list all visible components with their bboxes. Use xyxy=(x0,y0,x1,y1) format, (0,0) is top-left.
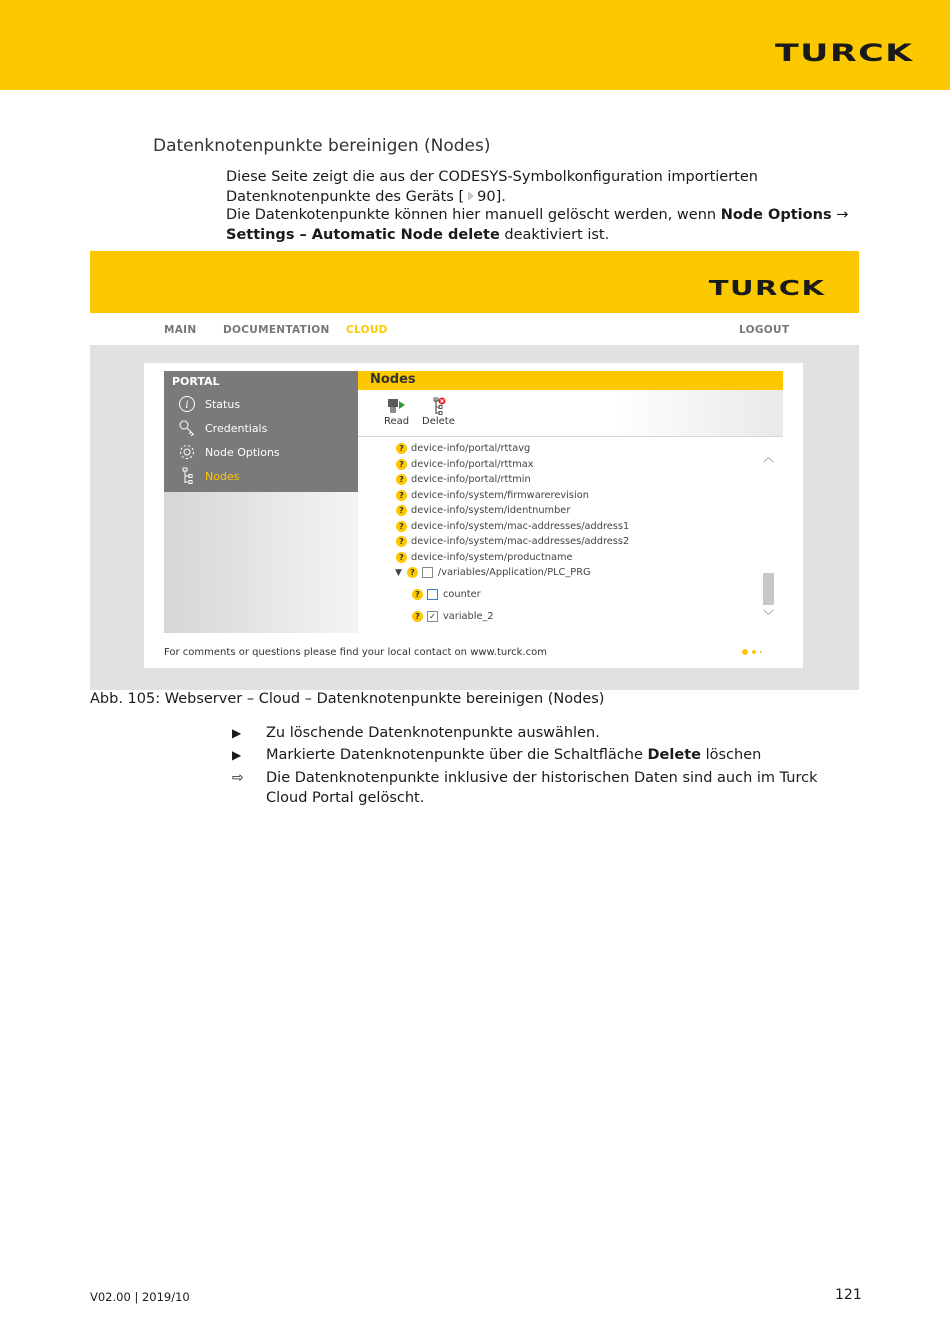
question-icon: ? xyxy=(396,552,407,563)
loading-dots xyxy=(742,649,762,655)
question-icon: ? xyxy=(396,443,407,454)
question-icon: ? xyxy=(396,521,407,532)
section-heading: Datenknotenpunkte bereinigen (Nodes) xyxy=(153,136,491,156)
nav-logout[interactable]: LOGOUT xyxy=(739,324,790,336)
sidebar-item-label: Credentials xyxy=(205,421,268,435)
tree-folder-node[interactable] xyxy=(395,567,591,578)
intro-line2-post: deaktiviert ist. xyxy=(499,226,610,243)
tree-child-node[interactable] xyxy=(412,589,481,600)
webserver-screenshot xyxy=(90,251,859,690)
step-text: Zu löschende Datenknotenpunkte auswählen. xyxy=(266,725,600,741)
dot xyxy=(742,649,748,655)
collapse-triangle-icon[interactable]: ▼ xyxy=(395,567,402,578)
sidebar-item-nodes[interactable] xyxy=(178,466,239,486)
sidebar-item-label: Status xyxy=(205,397,241,411)
nodes-panel xyxy=(358,371,783,633)
contact-note: For comments or questions please find your local contact on www.turck.com xyxy=(164,647,547,658)
delete-icon xyxy=(422,396,454,416)
page-reference-icon xyxy=(468,191,474,201)
node-label: device-info/system/mac-addresses/address2 xyxy=(411,536,630,547)
instruction-step-2 xyxy=(232,746,862,766)
node-label: device-info/portal/rttavg xyxy=(411,443,531,454)
tree-scrollbar[interactable] xyxy=(763,441,775,627)
result-arrow-icon: ⇨ xyxy=(232,770,244,786)
question-icon: ? xyxy=(407,567,418,578)
node-label: device-info/portal/rttmin xyxy=(411,474,531,485)
figure-caption: Abb. 105: Webserver – Cloud – Datenknotenpunkte bereinigen (Nodes) xyxy=(90,691,605,707)
sidebar-item-node-options[interactable] xyxy=(178,442,280,462)
info-icon xyxy=(178,395,196,413)
question-icon: ? xyxy=(396,536,407,547)
tree-icon xyxy=(178,467,196,485)
tree-node[interactable] xyxy=(396,505,570,516)
nodes-toolbar xyxy=(358,390,783,437)
scroll-thumb[interactable] xyxy=(763,573,774,605)
delete-button[interactable] xyxy=(422,396,454,427)
step-bullet-icon: ▶ xyxy=(232,726,242,740)
instruction-result xyxy=(232,769,862,808)
question-icon: ? xyxy=(396,459,407,470)
tree-node[interactable] xyxy=(396,521,629,532)
counter-checkbox[interactable] xyxy=(427,589,438,600)
tree-node[interactable] xyxy=(396,536,629,547)
node-label: device-info/portal/rttmax xyxy=(411,458,534,470)
node-label: /variables/Application/PLC_PRG xyxy=(437,567,591,578)
node-tree xyxy=(358,437,783,633)
question-icon: ? xyxy=(412,589,423,600)
read-label: Read xyxy=(384,416,410,427)
step-bullet-icon: ▶ xyxy=(232,748,242,762)
step2-delete: Delete xyxy=(647,747,701,763)
tree-node[interactable] xyxy=(396,459,534,470)
question-icon: ? xyxy=(412,611,423,622)
content-card xyxy=(144,363,803,668)
node-label: device-info/system/mac-addresses/address1 xyxy=(411,520,630,532)
intro-line1-end: ]. xyxy=(495,188,506,205)
sidebar-menu xyxy=(164,371,358,492)
read-button[interactable] xyxy=(384,396,408,427)
arrow-right-icon: → xyxy=(836,207,849,223)
delete-label: Delete xyxy=(422,416,455,427)
sidebar-title: PORTAL xyxy=(172,375,220,388)
top-navigation xyxy=(90,313,859,345)
tree-node[interactable] xyxy=(396,474,531,485)
sidebar-item-status[interactable] xyxy=(178,394,240,414)
scroll-up-icon[interactable]: ︿ xyxy=(763,451,774,464)
key-icon xyxy=(178,419,196,437)
screenshot-turck-logo: TURCK xyxy=(708,276,825,300)
dot xyxy=(760,651,762,653)
tree-node[interactable] xyxy=(396,552,573,563)
portal-sidebar xyxy=(164,371,358,633)
step-text xyxy=(266,746,862,766)
scroll-down-icon[interactable]: ﹀ xyxy=(763,609,774,622)
step2-pre: Markierte Datenknotenpunkte über die Schaltfläche xyxy=(266,747,648,763)
page-number: 121 xyxy=(835,1287,862,1303)
node-label: device-info/system/firmwarerevision xyxy=(411,489,589,501)
node-label: device-info/system/productname xyxy=(411,551,573,563)
node-label: device-info/system/identnumber xyxy=(411,505,571,516)
sidebar-item-label: Nodes xyxy=(205,469,240,483)
step2-post: löschen xyxy=(700,747,762,763)
intro-paragraph-1 xyxy=(226,168,862,207)
tree-node[interactable] xyxy=(396,443,530,454)
panel-header xyxy=(358,371,783,390)
node-label: counter xyxy=(443,589,481,600)
read-icon xyxy=(384,396,408,416)
intro-paragraph-2 xyxy=(226,206,862,245)
folder-checkbox[interactable] xyxy=(422,567,433,578)
dot xyxy=(752,650,756,654)
sidebar-item-credentials[interactable] xyxy=(178,418,267,438)
document-version: V02.00 | 2019/10 xyxy=(90,1290,190,1304)
question-icon: ? xyxy=(396,490,407,501)
gear-icon xyxy=(178,443,196,461)
variable-2-checkbox[interactable]: ✓ xyxy=(427,611,438,622)
nav-main[interactable]: MAIN xyxy=(164,324,197,336)
tree-node[interactable] xyxy=(396,490,589,501)
panel-title: Nodes xyxy=(370,372,416,387)
intro-line2-pre: Die Datenkotenpunkte können hier manuell gelöscht werden, wenn xyxy=(226,207,721,223)
intro-node-options: Node Options xyxy=(720,207,832,223)
tree-child-node[interactable] xyxy=(412,611,494,622)
intro-settings-path: Settings – Automatic Node delete xyxy=(226,226,500,243)
turck-logo: TURCK xyxy=(775,39,914,67)
question-icon: ? xyxy=(396,505,407,516)
sidebar-item-label: Node Options xyxy=(205,445,280,459)
question-icon: ? xyxy=(396,474,407,485)
result-text: Die Datenknotenpunkte inklusive der historischen Daten sind auch im Turck Cloud Portal gelöscht. xyxy=(266,770,818,806)
instruction-step-1 xyxy=(232,724,862,744)
nav-cloud[interactable]: CLOUD xyxy=(346,324,388,336)
nav-documentation[interactable]: DOCUMENTATION xyxy=(223,324,330,336)
content-area xyxy=(90,345,859,690)
page-reference[interactable]: 90 xyxy=(477,188,496,205)
sidebar-empty-area xyxy=(164,492,358,633)
intro-line1-text: Diese Seite zeigt die aus der CODESYS-Symbolkonfiguration importierten Datenknotenpunkte des Geräts [ xyxy=(226,169,758,205)
svg-text:i: i xyxy=(185,400,189,411)
node-label: variable_2 xyxy=(443,611,494,622)
